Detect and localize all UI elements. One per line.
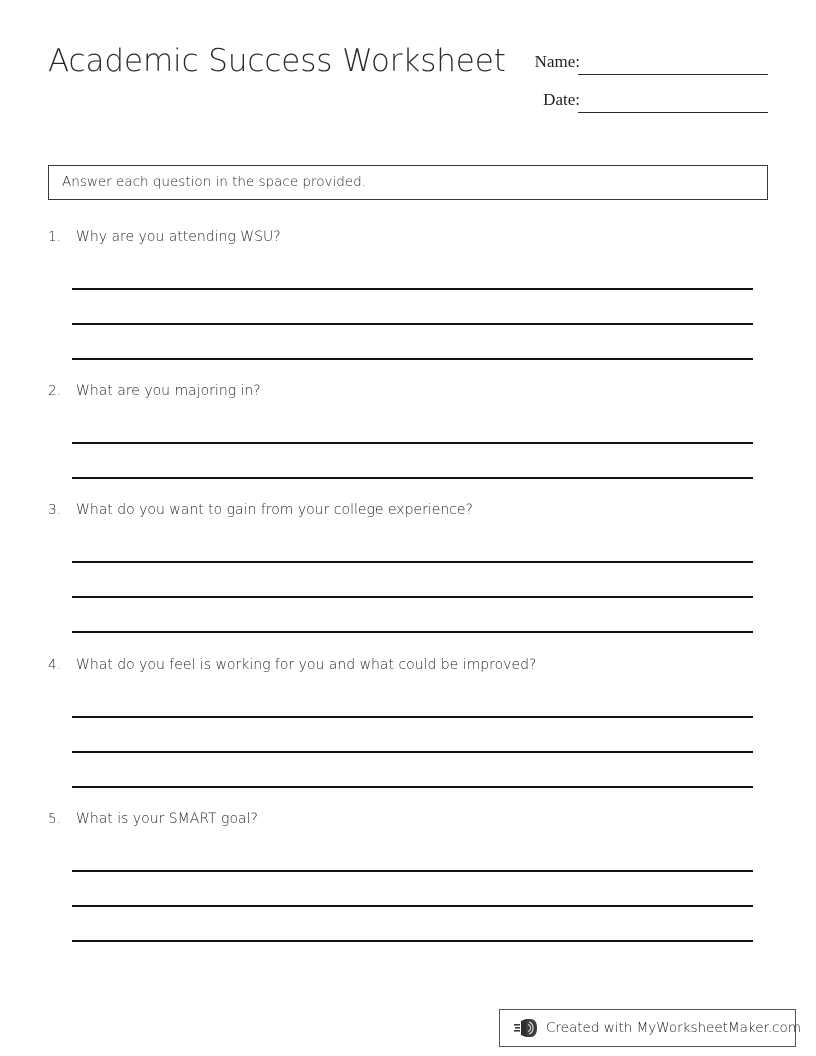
question-item	[48, 383, 768, 409]
question-heading	[48, 383, 768, 409]
question-text: What do you want to gain from your college experience?	[76, 502, 473, 518]
question-number: 1.	[48, 229, 61, 245]
answer-line[interactable]	[72, 290, 753, 325]
name-label: Name:	[534, 52, 580, 71]
question-text: Why are you attending WSU?	[76, 229, 281, 245]
answer-line[interactable]	[72, 872, 753, 907]
question-number: 2.	[48, 383, 61, 399]
name-input-line[interactable]	[578, 74, 768, 75]
page-title: Academic Success Worksheet	[48, 43, 506, 79]
question-text: What do you feel is working for you and what could be improved?	[76, 657, 537, 673]
footer-attribution-text: Created with MyWorksheetMaker.com	[546, 1020, 801, 1036]
footer-attribution-badge[interactable]	[499, 1009, 801, 1047]
question-heading	[48, 657, 768, 683]
instructions-box	[48, 165, 768, 200]
name-field-row	[512, 48, 772, 86]
instructions-text: Answer each question in the space provided.	[62, 174, 366, 190]
answer-line[interactable]	[72, 683, 753, 718]
question-heading	[48, 502, 768, 528]
question-item	[48, 811, 768, 837]
worksheet-header	[0, 0, 816, 140]
answer-line[interactable]	[72, 598, 753, 633]
question-text: What is your SMART goal?	[76, 811, 258, 827]
answer-line[interactable]	[72, 907, 753, 942]
answer-area[interactable]	[72, 837, 753, 942]
question-item	[48, 502, 768, 528]
question-number: 3.	[48, 502, 61, 518]
writing-hand-icon	[514, 1016, 540, 1040]
answer-line[interactable]	[72, 528, 753, 563]
answer-line[interactable]	[72, 325, 753, 360]
name-date-block	[512, 48, 772, 124]
answer-line[interactable]	[72, 255, 753, 290]
answer-area[interactable]	[72, 409, 753, 479]
answer-area[interactable]	[72, 255, 753, 360]
question-number: 5.	[48, 811, 61, 827]
answer-area[interactable]	[72, 683, 753, 788]
answer-line[interactable]	[72, 718, 753, 753]
answer-line[interactable]	[72, 753, 753, 788]
question-item	[48, 229, 768, 255]
question-number: 4.	[48, 657, 61, 673]
answer-area[interactable]	[72, 528, 753, 633]
question-heading	[48, 811, 768, 837]
answer-line[interactable]	[72, 837, 753, 872]
question-heading	[48, 229, 768, 255]
question-text: What are you majoring in?	[76, 383, 261, 399]
date-input-line[interactable]	[578, 112, 768, 113]
date-label: Date:	[543, 90, 580, 109]
answer-line[interactable]	[72, 409, 753, 444]
answer-line[interactable]	[72, 563, 753, 598]
date-field-row	[512, 86, 772, 124]
question-item	[48, 657, 768, 683]
answer-line[interactable]	[72, 444, 753, 479]
